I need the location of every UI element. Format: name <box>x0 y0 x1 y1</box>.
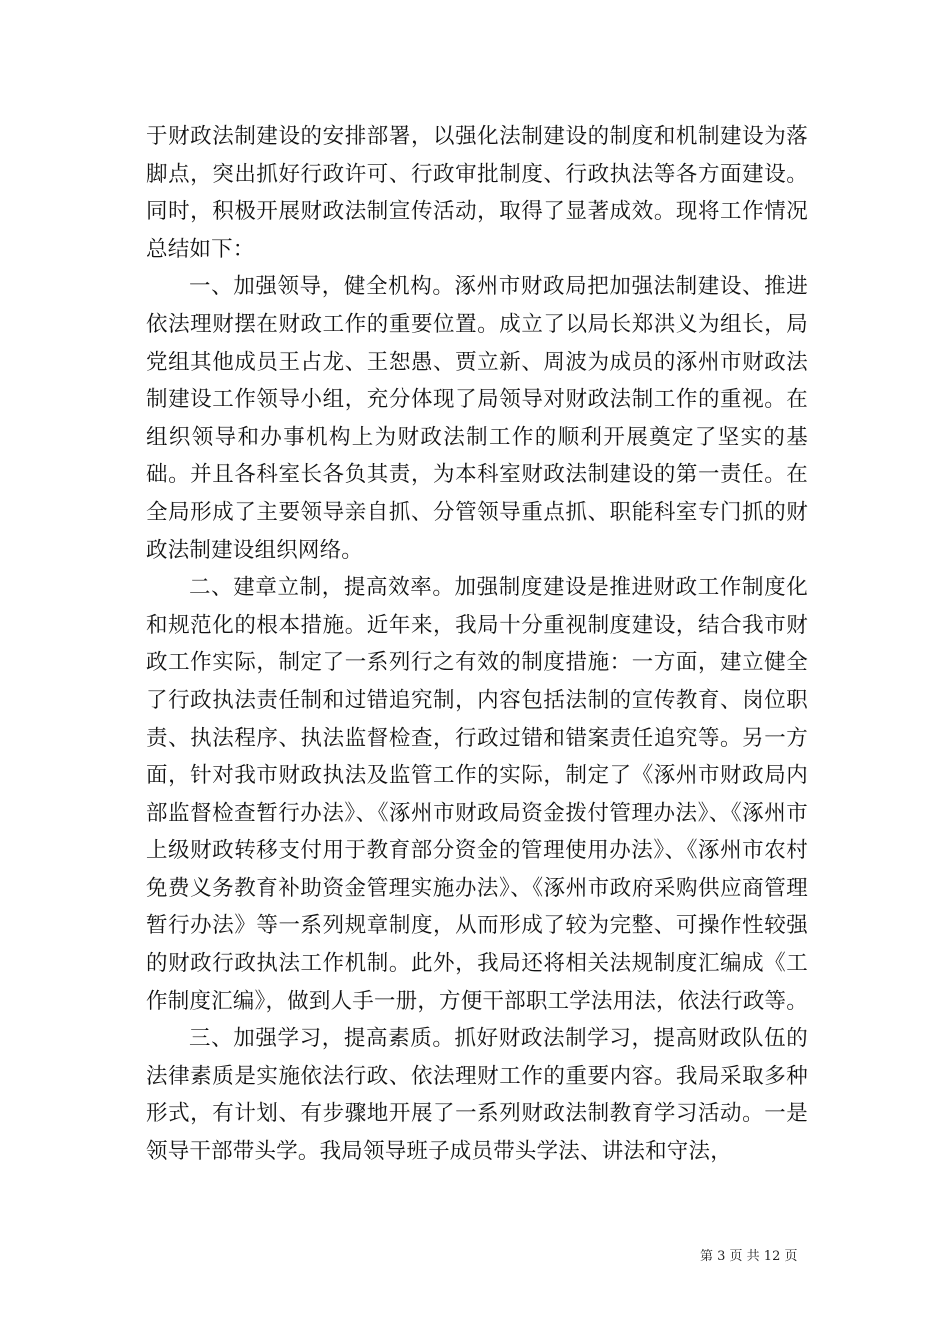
document-body <box>146 118 808 1171</box>
page-number-footer: 第 3 页 共 12 页 <box>700 1249 798 1264</box>
paragraph-section-one: 一、加强领导，健全机构。涿州市财政局把加强法制建设、推进依法理财摆在财政工作的重要位置。成立了以局长郑洪义为组长，局党组其他成员王占龙、王恕愚、贾立新、周波为成员的涿州市财政法制建设工作领导小组，充分体现了局领导对财政法制工作的重视。在组织领导和办事机构上为财政法制工作的顺利开展奠定了坚实的基础。并且各科室长各负其责，为本科室财政法制建设的第一责任。在全局形成了主要领导亲自抓、分管领导重点抓、职能科室专门抓的财政法制建设组织网络。 <box>146 274 808 563</box>
paragraph-section-two: 二、建章立制，提高效率。加强制度建设是推进财政工作制度化和规范化的根本措施。近年来，我局十分重视制度建设，结合我市财政工作实际，制定了一系列行之有效的制度措施：一方面，建立健全了行政执法责任制和过错追究制，内容包括法制的宣传教育、岗位职责、执法程序、执法监督检查，行政过错和错案责任追究等。另一方面，针对我市财政执法及监管工作的实际，制定了《涿州市财政局内部监督检查暂行办法》、《涿州市财政局资金拨付管理办法》、《涿州市上级财政转移支付用于教育部分资金的管理使用办法》、《涿州市农村免费义务教育补助资金管理实施办法》、《涿州市政府采购供应商管理暂行办法》等一系列规章制度，从而形成了较为完整、可操作性较强的财政行政执法工作机制。此外，我局还将相关法规制度汇编成《工作制度汇编》，做到人手一册，方便干部职工学法用法，依法行政等。 <box>146 575 808 1014</box>
paragraph-intro-continued: 于财政法制建设的安排部署，以强化法制建设的制度和机制建设为落脚点，突出抓好行政许可、行政审批制度、行政执法等各方面建设。同时，积极开展财政法制宣传活动，取得了显著成效。现将工作情况总结如下： <box>146 124 808 262</box>
paragraph-section-three: 三、加强学习，提高素质。抓好财政法制学习，提高财政队伍的法律素质是实施依法行政、依法理财工作的重要内容。我局采取多种形式，有计划、有步骤地开展了一系列财政法制教育学习活动。一是领导干部带头学。我局领导班子成员带头学法、讲法和守法， <box>146 1026 808 1165</box>
